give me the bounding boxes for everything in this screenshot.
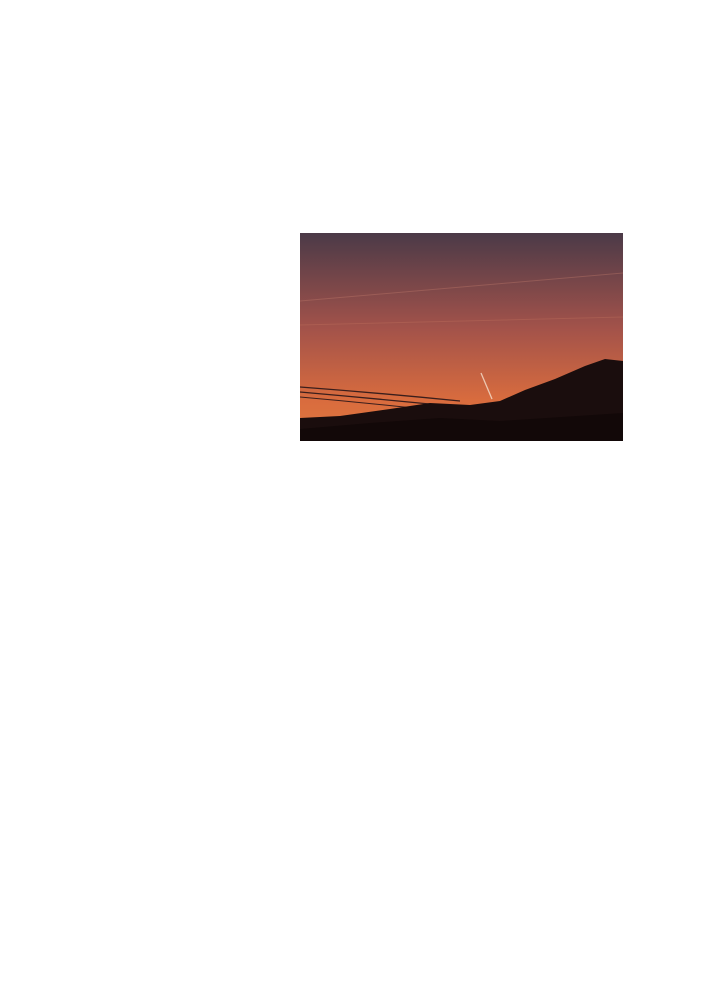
photo-caption <box>300 441 623 481</box>
comet-photo <box>300 233 623 481</box>
comet-photo-image <box>300 233 623 443</box>
